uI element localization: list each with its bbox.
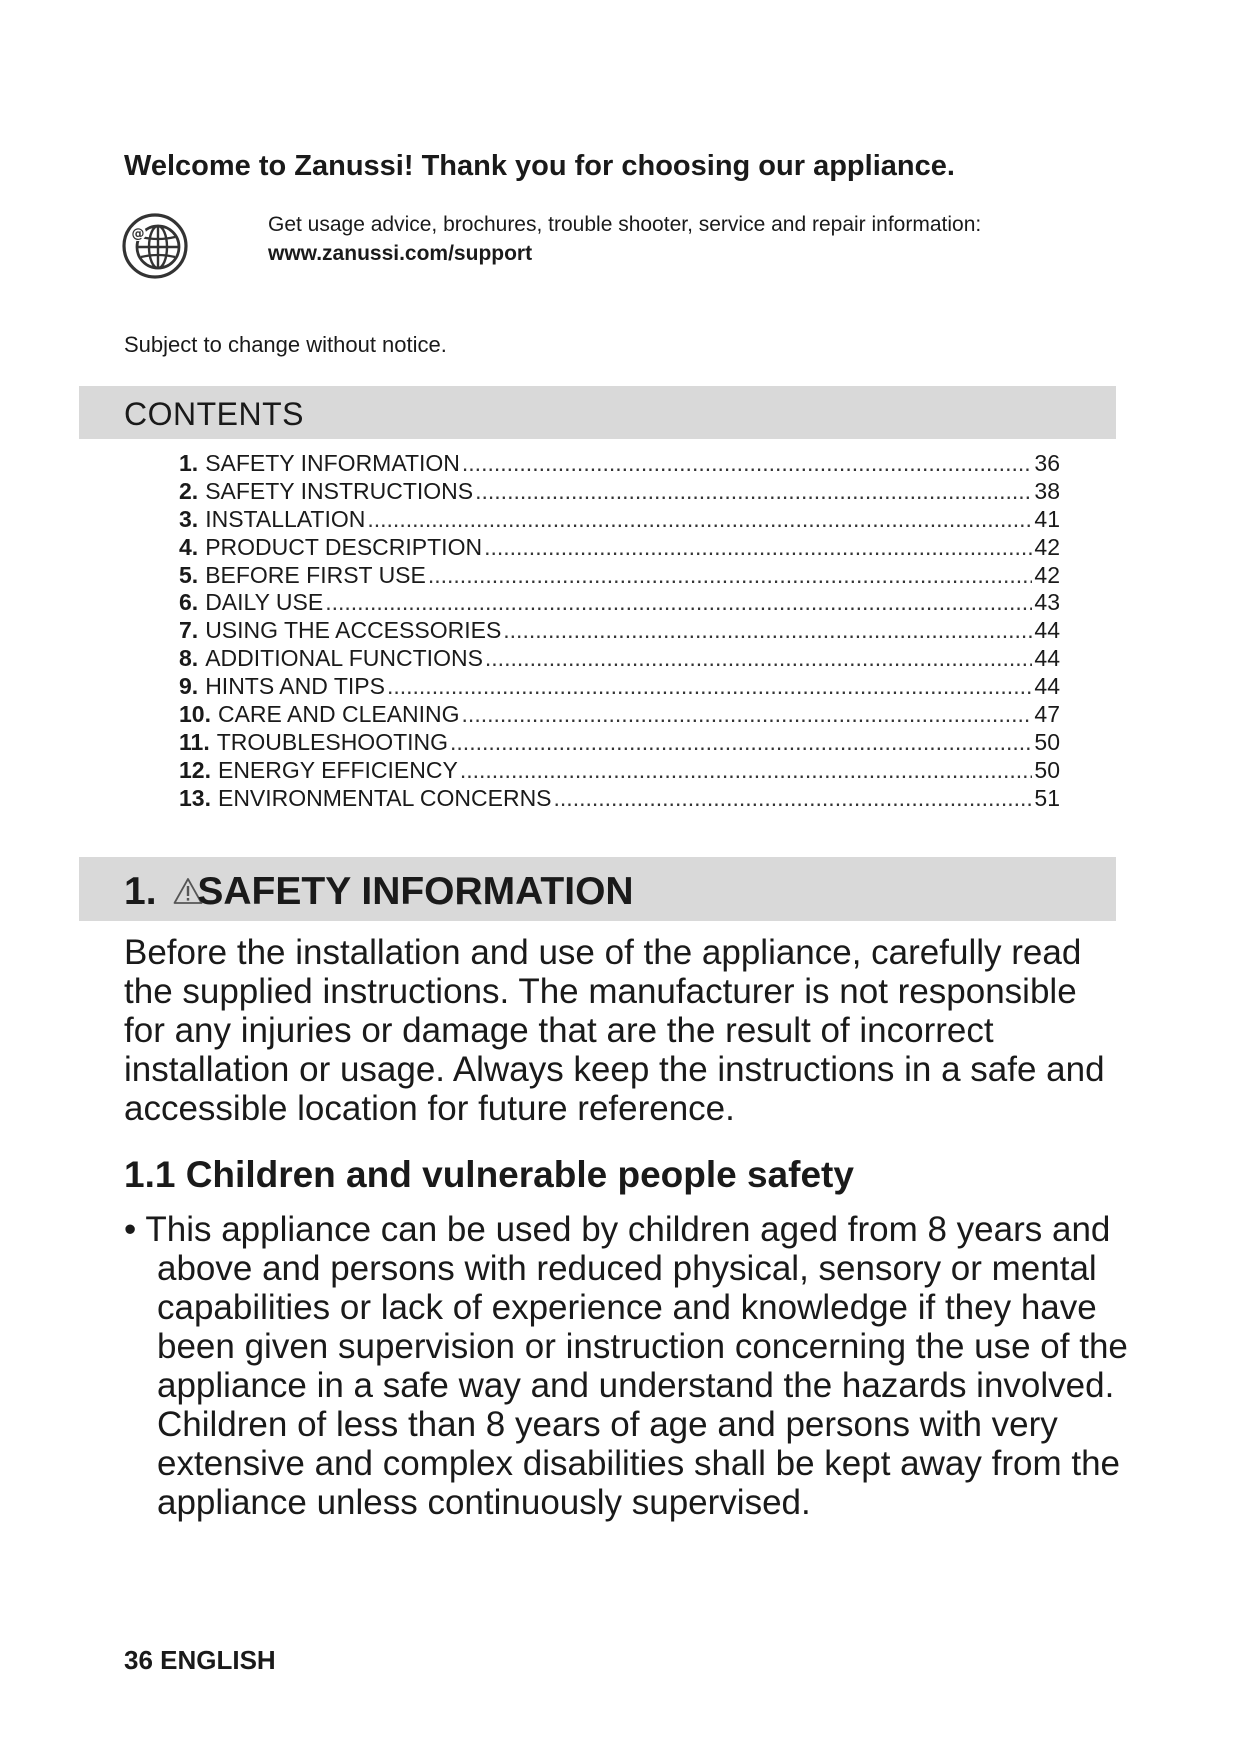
- toc-item-page: 42: [1034, 561, 1060, 588]
- section-number: 1.: [124, 870, 157, 913]
- toc-item-number: 11.: [179, 728, 210, 755]
- toc-item-number: 10.: [179, 701, 211, 728]
- support-link[interactable]: www.zanussi.com/support: [268, 242, 533, 265]
- toc-item-page: 44: [1034, 645, 1060, 672]
- toc-item-number: 1.: [179, 450, 199, 476]
- contents-header-band: [79, 386, 1116, 439]
- toc-item[interactable]: [179, 785, 1060, 813]
- toc-item-number: 4.: [179, 533, 199, 560]
- toc-item[interactable]: [179, 617, 1060, 645]
- toc-item-title: USING THE ACCESSORIES: [205, 617, 502, 644]
- toc-item[interactable]: [179, 729, 1060, 757]
- toc-item[interactable]: [179, 450, 1060, 478]
- toc-item-page: 50: [1034, 728, 1060, 755]
- toc-item-title: HINTS AND TIPS: [205, 673, 385, 700]
- toc-item[interactable]: [179, 534, 1060, 562]
- toc-item-title: ADDITIONAL FUNCTIONS: [205, 645, 483, 672]
- svg-text:@: @: [131, 226, 145, 242]
- toc-item-page: 47: [1034, 701, 1060, 728]
- toc-item-title: INSTALLATION: [205, 505, 366, 532]
- dot-leader: [428, 562, 1033, 590]
- bullet-item: [124, 1210, 1147, 1522]
- safety-section-heading: [124, 870, 634, 914]
- toc-item-number: 6.: [179, 589, 199, 616]
- contents-title: CONTENTS: [124, 396, 304, 432]
- toc-item-title: DAILY USE: [205, 589, 324, 616]
- toc-item-title: BEFORE FIRST USE: [205, 561, 426, 588]
- toc-item-number: 5.: [179, 561, 199, 588]
- safety-intro-paragraph: Before the installation and use of the appliance, carefully read the supplied instructions. The manufacturer is not responsible for any injuries or damage that are the result of incorrect installation or usage. Always keep the instructions in a safe and accessible location for future reference.: [124, 933, 1105, 1128]
- toc-item-number: 12.: [179, 756, 211, 783]
- toc-item-page: 38: [1034, 477, 1060, 504]
- dot-leader: [503, 617, 1032, 645]
- dot-leader: [485, 645, 1033, 673]
- toc-item[interactable]: [179, 701, 1060, 729]
- toc-item[interactable]: [179, 506, 1060, 534]
- welcome-heading: Welcome to Zanussi! Thank you for choosing our appliance.: [124, 150, 955, 182]
- dot-leader: [450, 729, 1032, 757]
- toc-item[interactable]: [179, 673, 1060, 701]
- dot-leader: [462, 701, 1033, 729]
- dot-leader: [462, 450, 1033, 478]
- toc-item-number: 3.: [179, 505, 199, 532]
- dot-leader: [387, 673, 1032, 701]
- change-notice: Subject to change without notice.: [124, 332, 447, 357]
- toc-item-title: SAFETY INSTRUCTIONS: [205, 477, 474, 504]
- toc-item-page: 50: [1034, 756, 1060, 783]
- toc-item-number: 2.: [179, 477, 199, 504]
- toc-item-page: 44: [1034, 673, 1060, 700]
- toc-item-title: CARE AND CLEANING: [217, 701, 460, 728]
- section-title: SAFETY INFORMATION: [197, 870, 634, 913]
- toc-item-title: ENVIRONMENTAL CONCERNS: [217, 784, 552, 811]
- dot-leader: [554, 785, 1033, 813]
- toc-item-number: 7.: [179, 617, 199, 644]
- toc-item-title: ENERGY EFFICIENCY: [217, 756, 458, 783]
- support-text: Get usage advice, brochures, trouble shooter, service and repair information:: [268, 213, 982, 236]
- toc-item-title: PRODUCT DESCRIPTION: [205, 533, 483, 560]
- globe-at-icon: [120, 211, 190, 281]
- dot-leader: [460, 757, 1033, 785]
- toc-item-number: 13.: [179, 784, 211, 811]
- page-footer: 36 ENGLISH: [124, 1645, 276, 1675]
- dot-leader: [475, 478, 1032, 506]
- support-info: [268, 210, 981, 268]
- table-of-contents: [179, 450, 1060, 813]
- toc-item[interactable]: [179, 478, 1060, 506]
- toc-item-page: 43: [1034, 589, 1060, 616]
- toc-item-number: 9.: [179, 673, 199, 700]
- children-safety-subheading: 1.1 Children and vulnerable people safety: [124, 1154, 854, 1195]
- bullet-text: This appliance can be used by children aged from 8 years and above and persons with reduced physical, sensory or mental capabilities or lack of experience and knowledge if they have been given supervision or instruction concerning the use of the appliance in a safe way and understand the hazards involved. Children of less than 8 years of age and persons with very extensive and complex disabilities shall be kept away from the appliance unless continuously supervised.: [145, 1210, 1128, 1522]
- toc-item-page: 36: [1034, 450, 1060, 476]
- dot-leader: [367, 506, 1032, 534]
- toc-item[interactable]: [179, 562, 1060, 590]
- safety-header-band: [79, 857, 1116, 921]
- toc-item[interactable]: [179, 589, 1060, 617]
- toc-item-page: 44: [1034, 617, 1060, 644]
- bullet-mark: •: [124, 1210, 137, 1249]
- toc-item-page: 41: [1034, 505, 1060, 532]
- toc-item-page: 51: [1034, 784, 1060, 811]
- toc-item[interactable]: [179, 757, 1060, 785]
- toc-item-title: SAFETY INFORMATION: [205, 450, 460, 476]
- toc-item[interactable]: [179, 645, 1060, 673]
- toc-item-number: 8.: [179, 645, 199, 672]
- dot-leader: [325, 589, 1032, 617]
- toc-item-title: TROUBLESHOOTING: [216, 728, 449, 755]
- toc-item-page: 42: [1034, 533, 1060, 560]
- dot-leader: [484, 534, 1032, 562]
